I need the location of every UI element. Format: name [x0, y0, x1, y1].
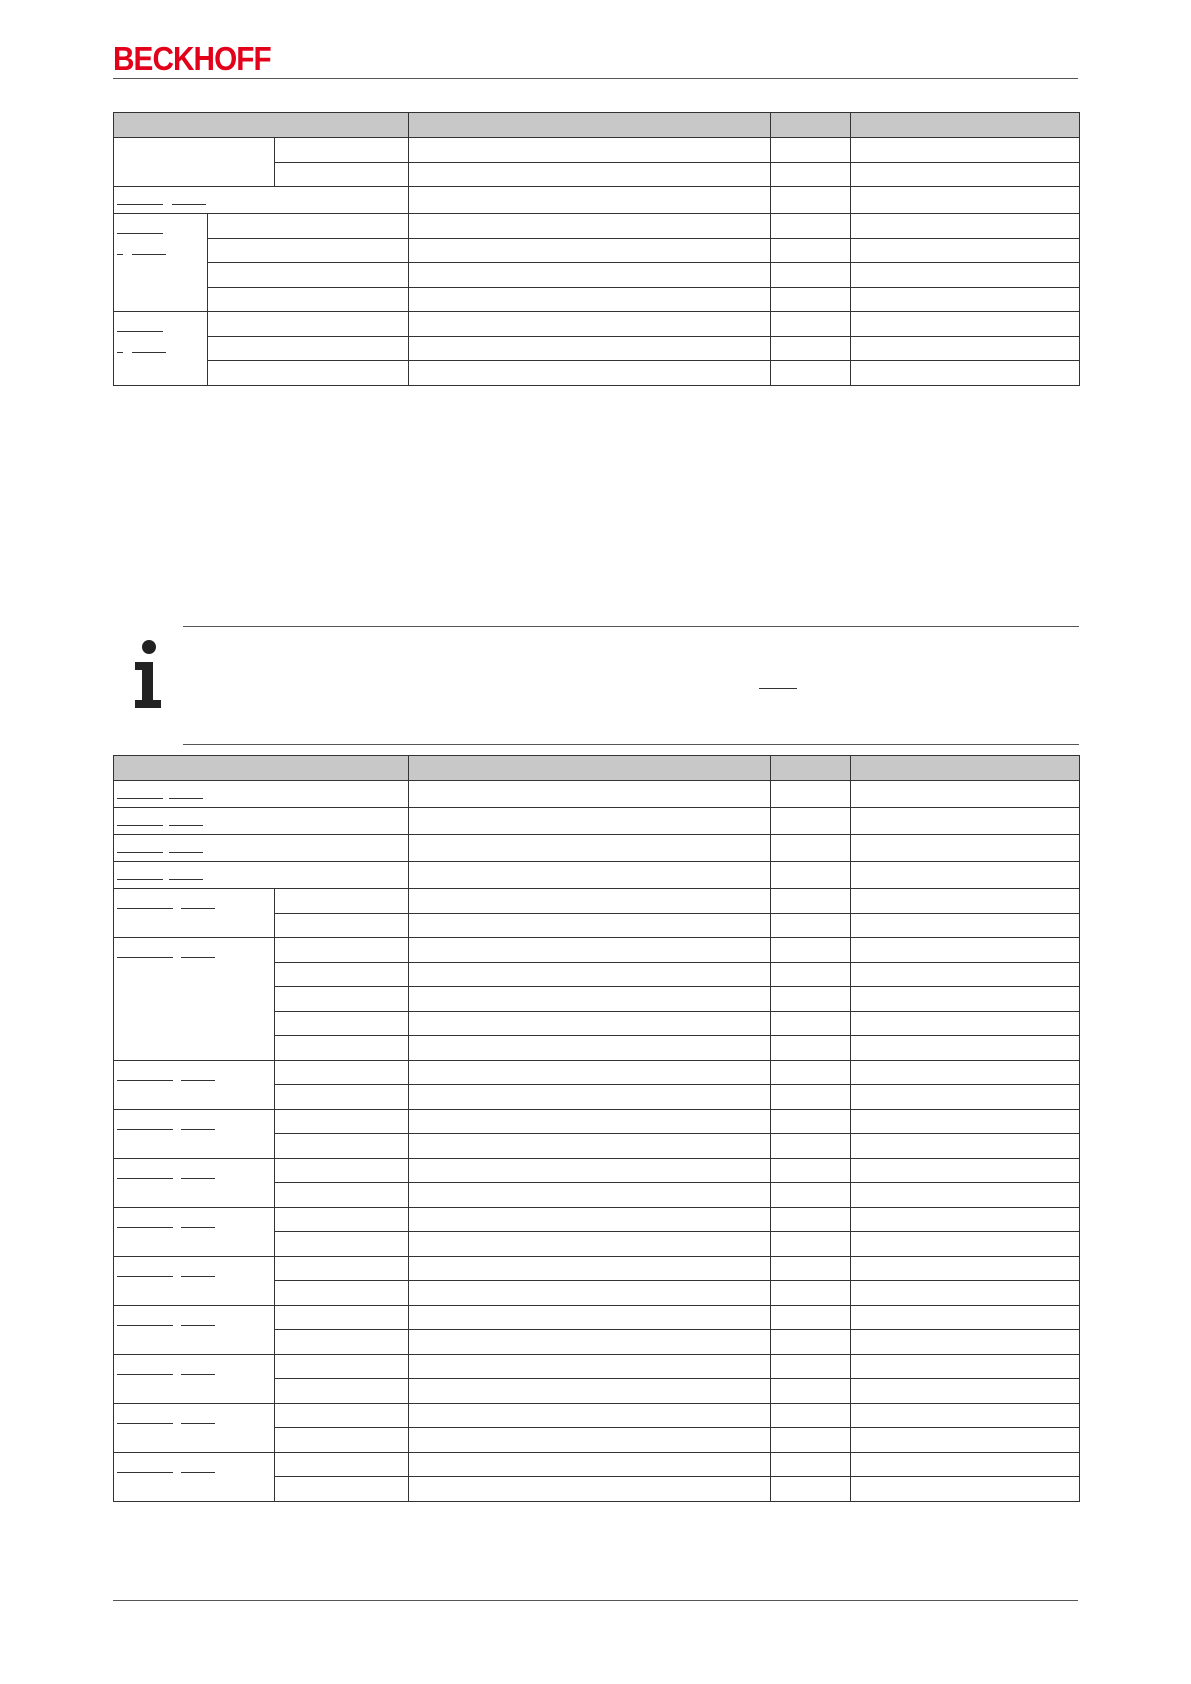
info-icon: [131, 640, 167, 710]
index-link[interactable]: [117, 868, 163, 880]
cell: [771, 938, 851, 963]
cell: [851, 1452, 1080, 1477]
cell: [409, 1109, 771, 1134]
note-rule-top: [183, 626, 1079, 627]
cell: [275, 1428, 409, 1453]
subindex-link[interactable]: [132, 341, 166, 353]
cell: [771, 238, 851, 263]
table-row: [114, 336, 1080, 361]
cell: [771, 361, 851, 386]
cell: [851, 238, 1080, 263]
cell: [409, 1207, 771, 1232]
cell: [851, 287, 1080, 312]
cell: [771, 889, 851, 914]
table-row: [114, 238, 1080, 263]
cell: [851, 1232, 1080, 1257]
cell: [275, 1305, 409, 1330]
cell: [771, 187, 851, 214]
table-row: [114, 1452, 1080, 1477]
cell: [771, 138, 851, 163]
cell: [771, 835, 851, 862]
cell: [275, 1232, 409, 1257]
header-cell: [771, 756, 851, 781]
index-link[interactable]: [117, 222, 163, 234]
cell: [851, 336, 1080, 361]
table-row: [114, 138, 1080, 163]
cell: [851, 1330, 1080, 1355]
cell: [409, 1477, 771, 1502]
index-link[interactable]: [117, 841, 163, 853]
cell: [208, 361, 409, 386]
group-link-cell[interactable]: [114, 1060, 275, 1109]
cell: [275, 1452, 409, 1477]
cell: [275, 1109, 409, 1134]
cell: [409, 287, 771, 312]
cell: [771, 287, 851, 312]
cell: [851, 808, 1080, 835]
group-link-cell[interactable]: [114, 1109, 275, 1158]
cell: [771, 808, 851, 835]
subindex-link[interactable]: [169, 787, 203, 799]
cell: [851, 1428, 1080, 1453]
note-rule-bottom: [183, 744, 1079, 745]
index-link[interactable]: [117, 1069, 173, 1081]
cell: [771, 1452, 851, 1477]
cell: [771, 987, 851, 1012]
cell: [208, 336, 409, 361]
subindex-link[interactable]: [181, 1265, 215, 1277]
cell: [208, 287, 409, 312]
cell: [409, 962, 771, 987]
cell: [771, 1036, 851, 1061]
header-cell: [409, 756, 771, 781]
table-row: [114, 1403, 1080, 1428]
table-row: [114, 312, 1080, 337]
cell: [851, 214, 1080, 239]
table-row: [114, 1305, 1080, 1330]
group-cell: [114, 138, 275, 187]
cell: [771, 1109, 851, 1134]
cell: [409, 238, 771, 263]
table-header-row: [114, 756, 1080, 781]
table-row: [114, 1109, 1080, 1134]
cell: [851, 1477, 1080, 1502]
cell: [409, 1134, 771, 1159]
cell: [409, 1428, 771, 1453]
cell: [771, 781, 851, 808]
subindex-link[interactable]: [181, 946, 215, 958]
header-rule: [113, 78, 1078, 79]
subindex-link[interactable]: [169, 868, 203, 880]
cell: [771, 1379, 851, 1404]
info-note: [113, 626, 1079, 745]
cell: [851, 1305, 1080, 1330]
cell: [275, 1158, 409, 1183]
cell: [851, 1354, 1080, 1379]
index-link-cell[interactable]: [114, 835, 409, 862]
cell: [275, 138, 409, 163]
index-link[interactable]: [117, 243, 123, 255]
cell: [409, 1379, 771, 1404]
cell: [275, 1060, 409, 1085]
cell: [771, 1305, 851, 1330]
cell: [275, 1036, 409, 1061]
cell: [771, 1158, 851, 1183]
cell: [851, 1036, 1080, 1061]
cell: [851, 862, 1080, 889]
group-link-cell[interactable]: [114, 1305, 275, 1354]
cell: [409, 1183, 771, 1208]
group-link-cell[interactable]: [114, 1256, 275, 1305]
index-link-cell[interactable]: [114, 862, 409, 889]
index-link[interactable]: [117, 1314, 173, 1326]
cell: [771, 214, 851, 239]
cell: [771, 1207, 851, 1232]
cell: [771, 1403, 851, 1428]
cell: [409, 938, 771, 963]
cell: [275, 1477, 409, 1502]
cell: [409, 361, 771, 386]
footer-rule: [113, 1600, 1078, 1601]
table-row: [114, 938, 1080, 963]
cell: [771, 1232, 851, 1257]
cell: [409, 987, 771, 1012]
subindex-link[interactable]: [172, 193, 206, 205]
group-link-cell[interactable]: [114, 1207, 275, 1256]
subindex-link[interactable]: [181, 1314, 215, 1326]
cell: [771, 913, 851, 938]
cell: [275, 1085, 409, 1110]
table-row: [114, 808, 1080, 835]
cell: [771, 962, 851, 987]
cell: [771, 1085, 851, 1110]
cell: [771, 263, 851, 288]
cell: [851, 1134, 1080, 1159]
cell: [851, 1011, 1080, 1036]
cell: [275, 913, 409, 938]
table-row: [114, 1060, 1080, 1085]
index-link[interactable]: [117, 1461, 173, 1473]
header-cell: [851, 113, 1080, 138]
cell: [409, 781, 771, 808]
cell: [851, 938, 1080, 963]
cell: [851, 1085, 1080, 1110]
cell: [851, 781, 1080, 808]
cell: [409, 1011, 771, 1036]
cell: [771, 1330, 851, 1355]
cell: [275, 1379, 409, 1404]
group-link-cell[interactable]: [114, 1158, 275, 1207]
cell: [851, 1207, 1080, 1232]
index-link[interactable]: [117, 1167, 173, 1179]
cell: [409, 1036, 771, 1061]
cell: [409, 862, 771, 889]
cell: [409, 1060, 771, 1085]
cell: [409, 1452, 771, 1477]
index-link[interactable]: [117, 814, 163, 826]
cell: [275, 1354, 409, 1379]
header-cell: [114, 113, 409, 138]
index-link[interactable]: [117, 1265, 173, 1277]
cell: [275, 1134, 409, 1159]
group-link-cell[interactable]: [114, 889, 275, 938]
note-link[interactable]: [759, 688, 797, 689]
cell: [409, 913, 771, 938]
cell: [851, 361, 1080, 386]
table-row: [114, 862, 1080, 889]
cell: [771, 1011, 851, 1036]
cell: [208, 312, 409, 337]
index-link[interactable]: [117, 1118, 173, 1130]
index-link[interactable]: [117, 946, 173, 958]
cell: [409, 1158, 771, 1183]
cell: [409, 214, 771, 239]
cell: [275, 1281, 409, 1306]
index-link[interactable]: [117, 341, 123, 353]
cell: [275, 1403, 409, 1428]
cell: [771, 1060, 851, 1085]
cell: [275, 1330, 409, 1355]
cell: [851, 835, 1080, 862]
table-row: [114, 1207, 1080, 1232]
group-link-cell[interactable]: [114, 1452, 275, 1501]
cell: [208, 263, 409, 288]
cell: [275, 1183, 409, 1208]
cell: [851, 962, 1080, 987]
cell: [409, 1232, 771, 1257]
header-cell: [771, 113, 851, 138]
cell: [409, 1085, 771, 1110]
group-link-cell[interactable]: [114, 1354, 275, 1403]
cell: [851, 889, 1080, 914]
cell: [409, 1354, 771, 1379]
cell: [275, 889, 409, 914]
cell: [771, 1281, 851, 1306]
parameter-table-2: [113, 755, 1080, 1502]
cell: [409, 263, 771, 288]
table-row: [114, 835, 1080, 862]
subindex-link[interactable]: [181, 897, 215, 909]
cell: [771, 1183, 851, 1208]
group-link-cell[interactable]: [114, 312, 208, 386]
table-row: [114, 214, 1080, 239]
header-cell: [114, 756, 409, 781]
cell: [409, 1256, 771, 1281]
cell: [851, 913, 1080, 938]
cell: [851, 1379, 1080, 1404]
cell: [771, 862, 851, 889]
cell: [409, 1305, 771, 1330]
table-header-row: [114, 113, 1080, 138]
cell: [771, 1134, 851, 1159]
subindex-link[interactable]: [181, 1069, 215, 1081]
index-link[interactable]: [117, 193, 163, 205]
cell: [771, 162, 851, 187]
cell: [851, 1183, 1080, 1208]
index-link[interactable]: [117, 787, 163, 799]
cell: [275, 1256, 409, 1281]
cell: [409, 1403, 771, 1428]
cell: [208, 238, 409, 263]
index-link-cell[interactable]: [114, 781, 409, 808]
brand-text: BECKHOFF: [113, 40, 271, 77]
table-row: [114, 287, 1080, 312]
cell: [851, 1256, 1080, 1281]
subindex-link[interactable]: [181, 1118, 215, 1130]
cell: [771, 1354, 851, 1379]
cell: [275, 1011, 409, 1036]
cell: [851, 312, 1080, 337]
subindex-link[interactable]: [132, 243, 166, 255]
cell: [771, 312, 851, 337]
header-cell: [851, 756, 1080, 781]
index-link[interactable]: [117, 1216, 173, 1228]
table-row: [114, 889, 1080, 914]
parameter-table-1: [113, 112, 1080, 386]
beckhoff-logo: [113, 42, 271, 76]
cell: [409, 162, 771, 187]
cell: [851, 187, 1080, 214]
index-link[interactable]: [117, 1363, 173, 1375]
cell: [275, 962, 409, 987]
cell: [851, 263, 1080, 288]
cell: [851, 1403, 1080, 1428]
cell: [771, 1256, 851, 1281]
table-row: [114, 781, 1080, 808]
cell: [409, 1281, 771, 1306]
cell: [851, 162, 1080, 187]
index-link-cell[interactable]: [114, 808, 409, 835]
cell: [851, 1281, 1080, 1306]
cell: [851, 1060, 1080, 1085]
header-cell: [409, 113, 771, 138]
table-row: [114, 361, 1080, 386]
cell: [771, 336, 851, 361]
cell: [275, 1207, 409, 1232]
table-row: [114, 1354, 1080, 1379]
table-row: [114, 1158, 1080, 1183]
cell: [409, 889, 771, 914]
group-link-cell[interactable]: [114, 938, 275, 1061]
cell: [409, 1330, 771, 1355]
cell: [851, 1109, 1080, 1134]
cell: [409, 835, 771, 862]
index-link[interactable]: [117, 1412, 173, 1424]
cell: [275, 162, 409, 187]
table-row: [114, 187, 1080, 214]
cell: [275, 987, 409, 1012]
table-row: [114, 263, 1080, 288]
index-link-cell[interactable]: [114, 187, 409, 214]
index-link[interactable]: [117, 897, 173, 909]
cell: [409, 187, 771, 214]
table-row: [114, 1256, 1080, 1281]
cell: [409, 336, 771, 361]
cell: [275, 938, 409, 963]
cell: [851, 987, 1080, 1012]
group-link-cell[interactable]: [114, 1403, 275, 1452]
cell: [771, 1477, 851, 1502]
group-link-cell[interactable]: [114, 214, 208, 312]
cell: [409, 808, 771, 835]
cell: [851, 1158, 1080, 1183]
cell: [208, 214, 409, 239]
subindex-link[interactable]: [169, 841, 203, 853]
cell: [851, 138, 1080, 163]
cell: [409, 312, 771, 337]
subindex-link[interactable]: [181, 1461, 215, 1473]
subindex-link[interactable]: [181, 1216, 215, 1228]
subindex-link[interactable]: [181, 1363, 215, 1375]
cell: [771, 1428, 851, 1453]
subindex-link[interactable]: [181, 1167, 215, 1179]
subindex-link[interactable]: [181, 1412, 215, 1424]
subindex-link[interactable]: [169, 814, 203, 826]
cell: [409, 138, 771, 163]
index-link[interactable]: [117, 320, 163, 332]
